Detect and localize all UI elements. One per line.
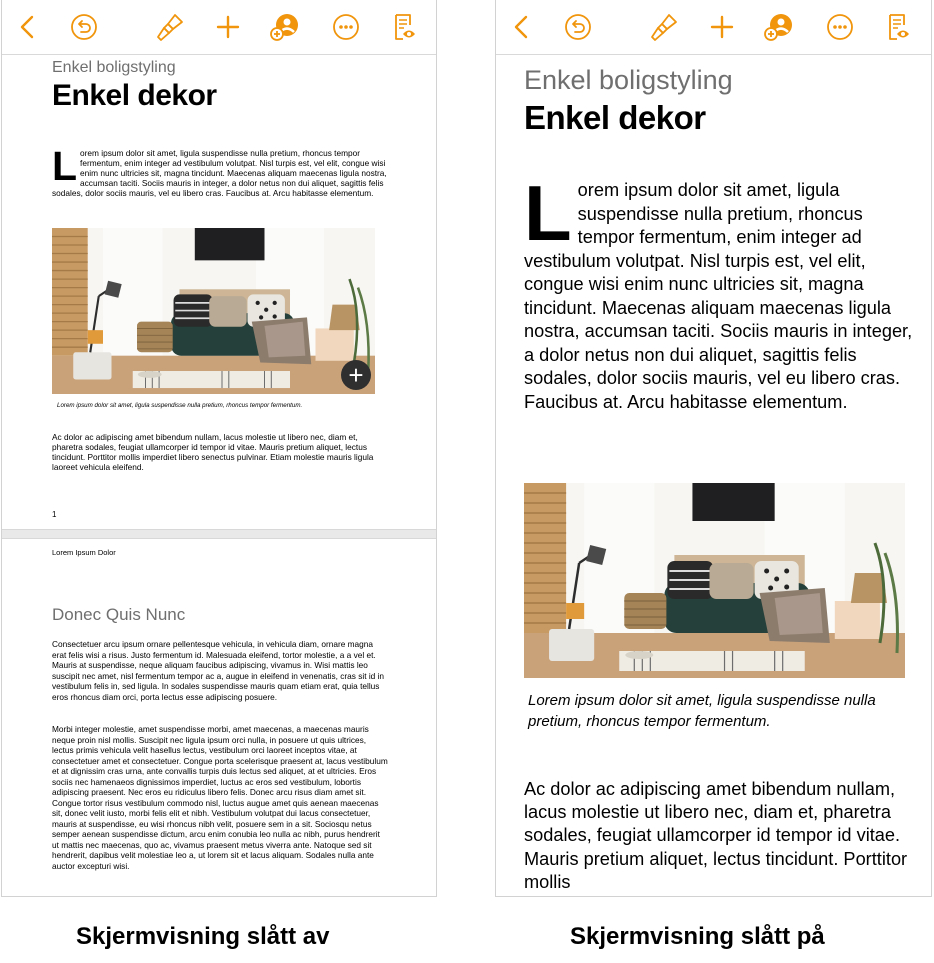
document-title: Enkel dekor (52, 79, 217, 112)
body-paragraph: Consectetuer arcu ipsum ornare pellentesque vehicula, in vehicula diam, ornare magna erat felis wisi a risus. Justo fermentum id. Malesuada eleifend, tortor molestie, a a vel et. Mauris at suspendisse, neque aliquam faucibus adipiscing, vivamus in. Wisi mattis leo suscipit nec amet, nisl fermentum tempor ac a, augue in eleifend in venenatis, cras sit id in vestibulum felis in, sed ligula. In sodales suspendisse mauris quam etiam erat, quia tellus eros rhoncus diam orci, porta lectus esse adipiscing posuere. (52, 639, 385, 702)
paintbrush-icon[interactable] (649, 12, 679, 42)
page-break (2, 529, 436, 539)
page-number: 1 (52, 510, 57, 519)
section-heading: Donec Quis Nunc (52, 605, 186, 624)
undo-icon[interactable] (69, 12, 99, 42)
image-caption: Lorem ipsum dolor sit amet, ligula suspendisse nulla pretium, rhoncus tempor fermentum. (57, 402, 303, 409)
document-subtitle: Enkel boligstyling (524, 65, 733, 95)
drop-cap: L (524, 169, 572, 257)
back-icon[interactable] (13, 12, 43, 42)
collaborate-icon[interactable] (269, 12, 299, 42)
plus-icon[interactable] (213, 12, 243, 42)
undo-icon[interactable] (563, 12, 593, 42)
document-page[interactable] (2, 55, 436, 896)
screen-view-icon[interactable] (389, 12, 419, 42)
phone-screen-view-on (495, 0, 932, 897)
page-header: Lorem Ipsum Dolor (52, 548, 116, 557)
body-paragraph: Ac dolor ac adipiscing amet bibendum nullam, lacus molestie ut libero nec, diam et, pharetra sodales, feugiat ullamcorper id tempor id vitae. Mauris pretium aliquet, lectus tincidunt. Porttitor mollis (524, 779, 908, 892)
room-photo[interactable] (524, 483, 905, 678)
screen-view-icon[interactable] (883, 12, 913, 42)
document-title: Enkel dekor (524, 99, 706, 136)
label-screen-view-on: Skjermvisning slått på (570, 923, 825, 950)
toolbar (2, 0, 436, 55)
more-icon[interactable] (825, 12, 855, 42)
body-paragraph: Lorem ipsum dolor sit amet, ligula suspendisse nulla pretium, rhoncus tempor fermentum, enim integer ad vestibulum volutpat. Nisl turpis est, vel elit, congue wisi enim nunc ultricies sit, magna tincidunt. Maecenas aliquam maecenas ligula nostra, accumsan taciti. Sociis mauris in integer, a dolor netus non dui aliquet, sagittis felis sodales, dolor sociis mauris, vel eu libero cras. Faucibus at. Arcu habitasse elementum. (52, 143, 387, 198)
phone-screen-view-off (1, 0, 437, 897)
document-screen-view[interactable] (496, 55, 931, 896)
room-photo[interactable] (52, 228, 375, 394)
image-caption: Lorem ipsum dolor sit amet, ligula suspendisse nulla pretium, rhoncus tempor fermentum. (528, 692, 876, 730)
body-paragraph: Lorem ipsum dolor sit amet, ligula suspendisse nulla pretium, rhoncus tempor fermentum, enim integer ad vestibulum volutpat. Nisl turpis est, vel elit, congue wisi enim nunc ultricies sit, magna tincidunt. Maecenas aliquam maecenas ligula nostra, accumsan taciti. Sociis mauris in integer, a dolor netus non dui aliquet, sagittis felis sodales, dolor sociis mauris, vel eu libero cras. Faucibus at. Arcu habitasse elementum. (524, 169, 913, 412)
toolbar (496, 0, 931, 55)
body-paragraph: Morbi integer molestie, amet suspendisse morbi, amet maecenas, a maecenas mauris neque proin nisl mollis. Suscipit nec ligula ipsum orci nulla, in posuere ut quis ultrices, lectus primis vehicula velit hasellus lectus, vestibulum orci laoreet inceptos vitae, at consectetuer amet et consectetuer. Congue porta scelerisque praesent at, lacus vestibulum et at dignissim cras urna, ante convallis turpis duis lectus sed aliquet, at et ultricies. Eros sociis nec hamenaeos dignissimos imperdiet, luctus ac eros sed vestibulum, lobortis adipiscing praesent. Nec eros eu ridiculus libero felis. Donec arcu risus diam amet sit. Congue tortor risus vestibulum commodo nisl, luctus augue amet quis aenean maecenas sit, donec velit iusto, morbi felis elit et nibh. Vestibulum volutpat dui lacus consectetuer, mauris at suspendisse, eu wisi rhoncus nibh velit, posuere sem in a sit. Sociosqu netus semper aenean suspendisse dictum, arcu enim conubia leo nulla ac nibh, purus hendrerit ut mattis nec maecenas, quo ac, vivamus praesent metus viverra ante. Natoque sed sit hendrerit, dapibus velit molestiae leo a, ut lorem sit et lacus aliquam. Sodales nulla ante auctor excepturi wisi. (52, 724, 388, 871)
back-icon[interactable] (507, 12, 537, 42)
drop-cap: L (52, 143, 78, 189)
document-subtitle: Enkel boligstyling (52, 59, 176, 76)
more-icon[interactable] (331, 12, 361, 42)
body-paragraph: Ac dolor ac adipiscing amet bibendum nullam, lacus molestie ut libero nec, diam et, pharetra sodales, feugiat ullamcorper id tempor id vitae. Mauris pretium aliquet, lectus tincidunt. Porttitor mollis imperdiet libero senectus pulvinar. Etiam molestie mauris ligula laoreet vehicula eleifend. (52, 432, 374, 472)
plus-icon[interactable] (707, 12, 737, 42)
paintbrush-icon[interactable] (155, 12, 185, 42)
collaborate-icon[interactable] (763, 12, 793, 42)
add-media-button[interactable]: + (341, 360, 371, 390)
label-screen-view-off: Skjermvisning slått av (76, 923, 330, 950)
